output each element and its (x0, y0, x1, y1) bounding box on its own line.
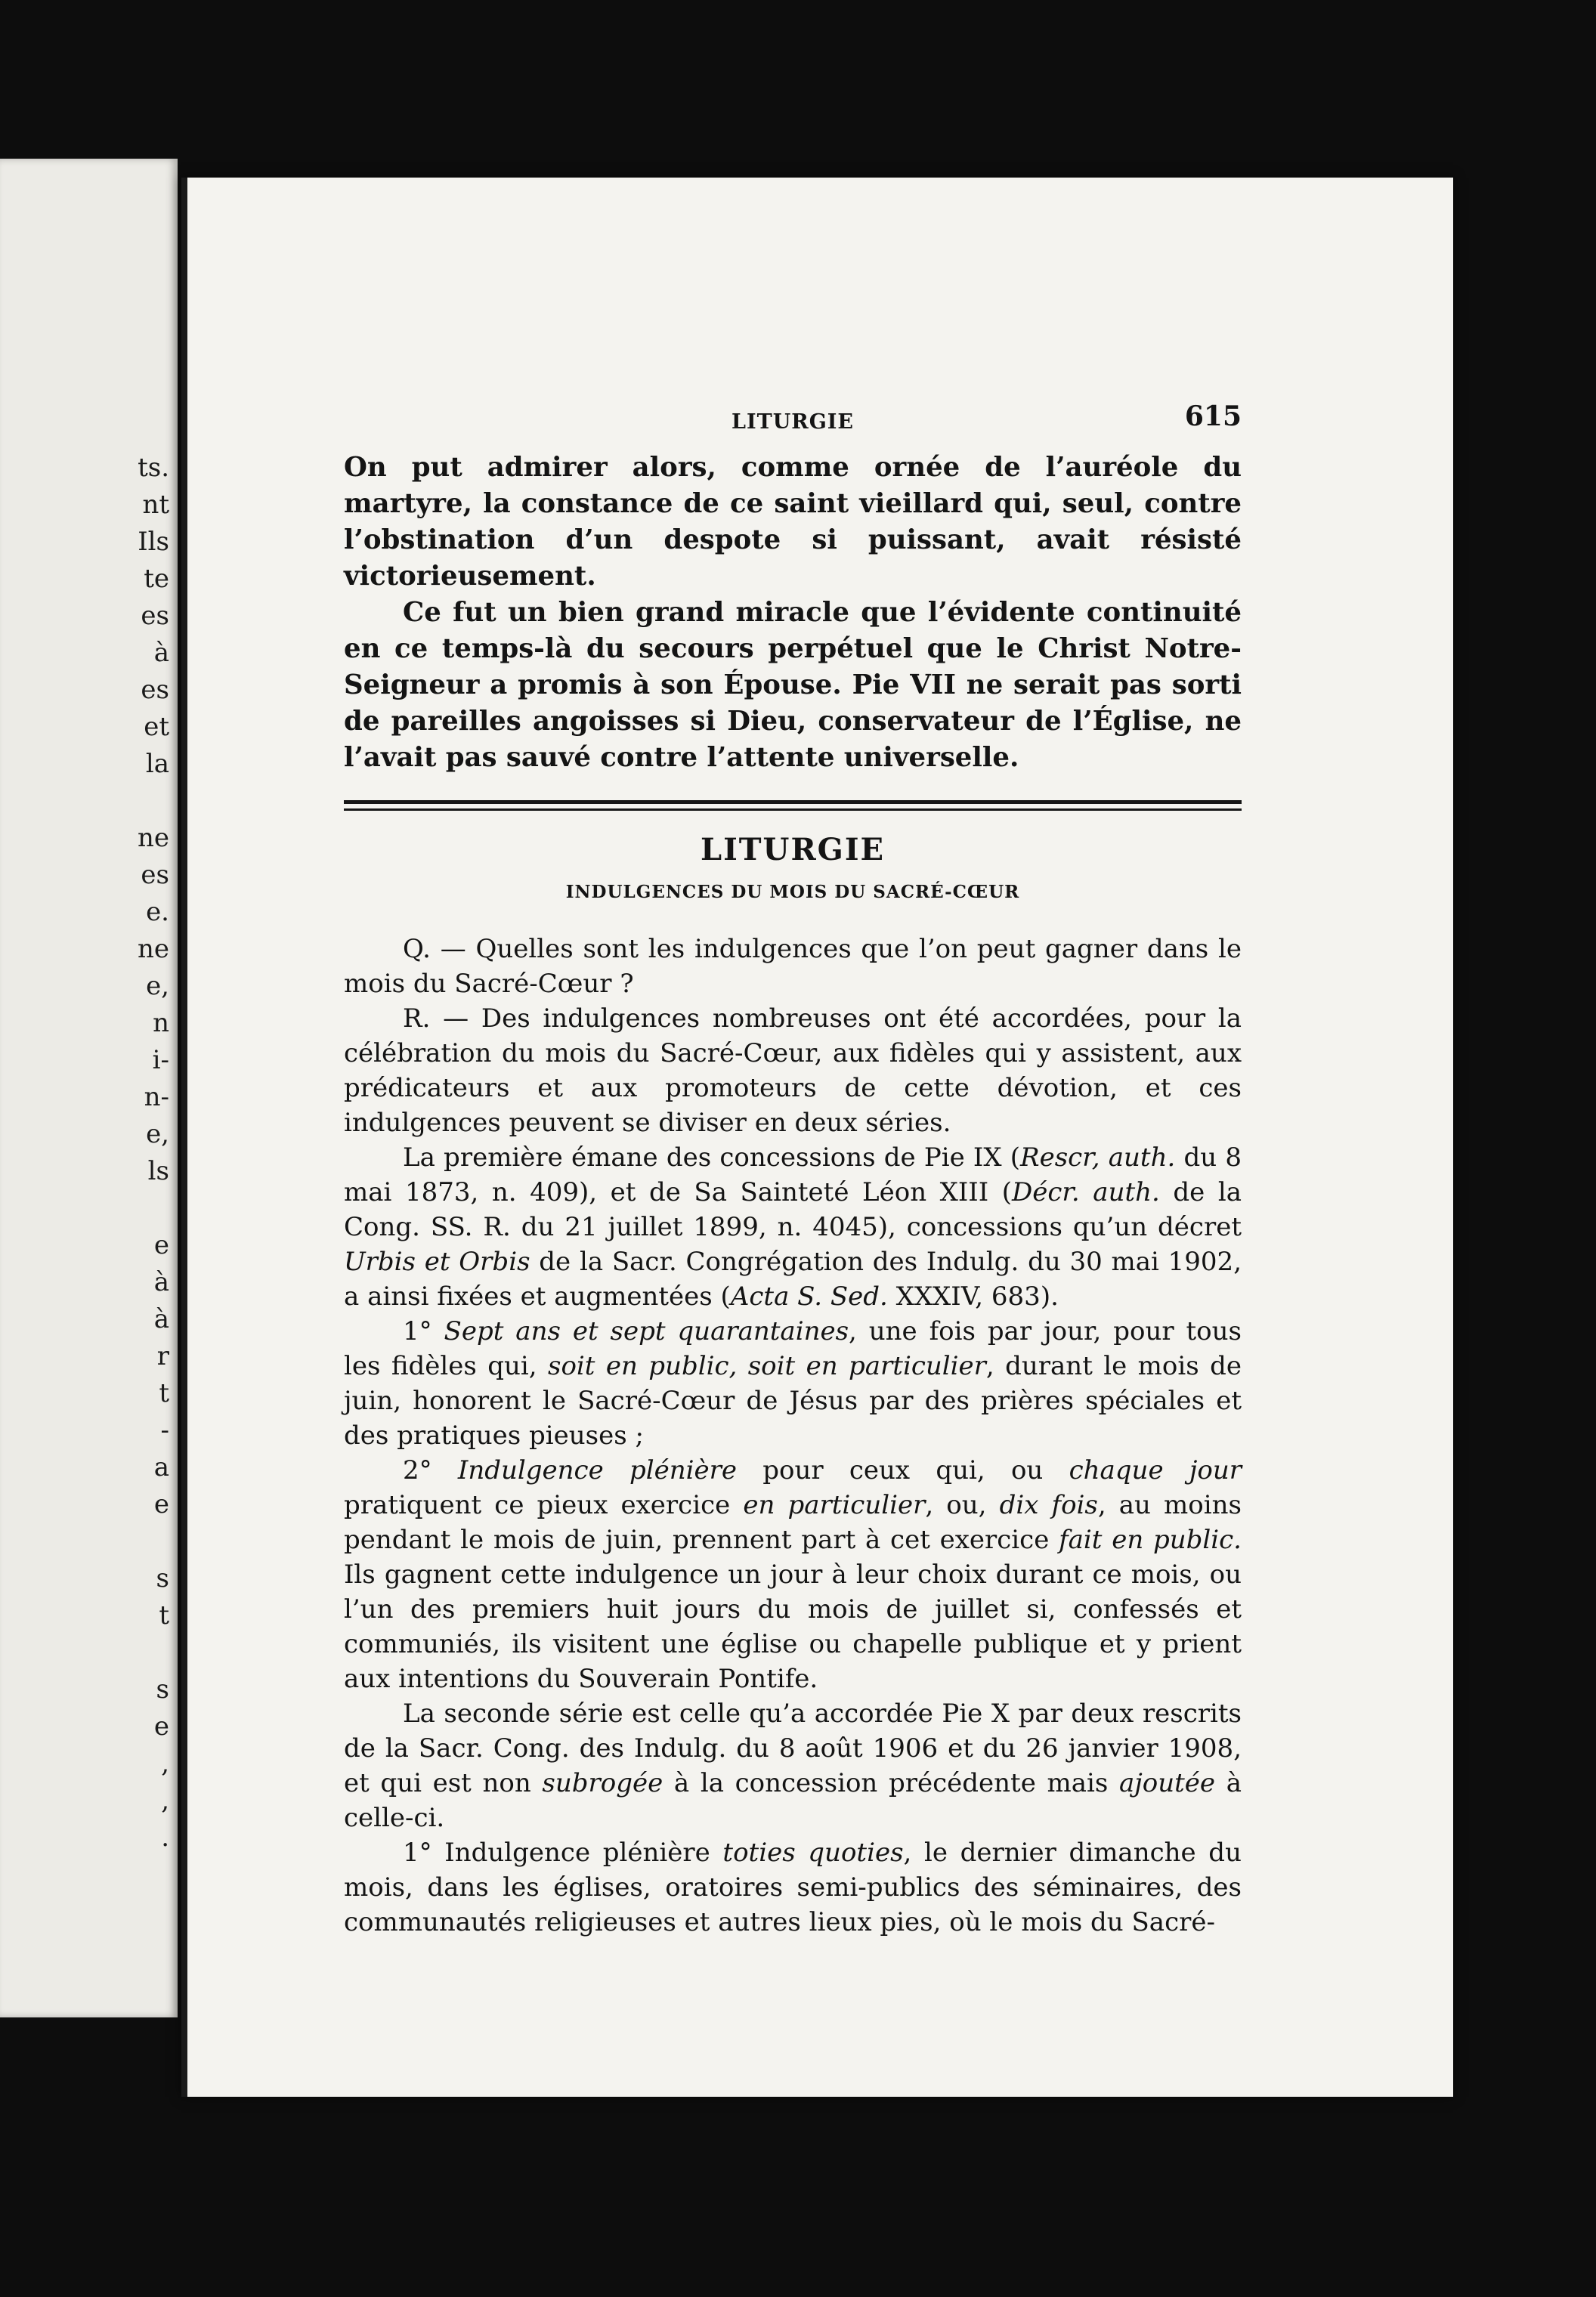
facing-page-fragment: r (156, 1341, 169, 1371)
facing-page-fragment: es (141, 675, 169, 705)
text-run: 1° (403, 1316, 444, 1346)
facing-page-fragment: e (153, 1711, 169, 1742)
italic-citation: Acta S. Sed. (730, 1281, 888, 1312)
question-paragraph: Q. — Quelles sont les indulgences que l’on peut gagner dans le mois du Sacré-Cœur ? (344, 934, 1242, 999)
italic-text: Sept ans et sept quarantaines (444, 1316, 849, 1346)
text-run: , une fois par jour, pour tous les fidèles qui, (344, 1316, 1242, 1381)
text-run: pratiquent ce pieux exercice (344, 1490, 744, 1520)
facing-page-text-fragments (0, 450, 174, 1856)
italic-text: Indulgence plénière (457, 1455, 737, 1485)
rule-thin (344, 808, 1242, 811)
section-title: LITURGIE (700, 832, 886, 867)
facing-page-fragment: a (153, 1452, 169, 1482)
page-number: 615 (1184, 400, 1242, 432)
facing-page-fragment: . (161, 1822, 169, 1853)
italic-citation: Rescr, auth. (1020, 1142, 1176, 1173)
facing-page-fragment: - (160, 1415, 169, 1445)
facing-page-fragment: s (156, 1563, 169, 1594)
text-run: , au moins pendant le mois de juin, prennent part à cet exercice (344, 1490, 1242, 1555)
italic-citation: Décr. auth. (1011, 1177, 1160, 1207)
text-run: , durant le mois de juin, honorent le Sacré-Cœur de Jésus par des prières spéciales et des pratiques pieuses ; (344, 1351, 1242, 1451)
running-title: LITURGIE (732, 410, 854, 434)
text-run: de la Cong. SS. R. du 21 juillet 1899, n. 4045), concessions qu’un décret (344, 1177, 1242, 1242)
text-run: XXXIV, 683). (887, 1281, 1059, 1312)
facing-page-fragment: , (161, 1748, 169, 1779)
facing-page-fragment: e (153, 1489, 169, 1519)
facing-page-fragment: e (153, 1230, 169, 1260)
answer-paragraph: R. — Des indulgences nombreuses ont été accordées, pour la célébration du mois du Sacré-Cœur, aux fidèles qui y assistent, aux prédicateurs et aux promoteurs de cette dévotion, et ces indulgences peuvent se diviser en deux séries. (344, 1003, 1242, 1138)
facing-page-fragment: et (144, 712, 169, 742)
section-subtitle: INDULGENCES DU MOIS DU SACRÉ-CŒUR (565, 882, 1020, 902)
item-2-paragraph (344, 1453, 1242, 1696)
facing-page-left (0, 159, 178, 2017)
second-series-paragraph (344, 1696, 1242, 1835)
facing-page-fragment: i- (152, 1045, 169, 1075)
italic-text: soit en public, soit en particulier (548, 1351, 986, 1381)
facing-page-fragment: la (145, 749, 169, 779)
facing-page-fragment (0, 1634, 174, 1671)
facing-page-fragment: Ils (138, 527, 169, 557)
facing-page-fragment: à (153, 638, 169, 668)
text-run: pour ceux qui, ou (736, 1455, 1069, 1485)
article-body (344, 932, 1242, 1940)
italic-text: subrogée (542, 1768, 663, 1798)
facing-page-fragment: ne (137, 823, 169, 853)
italic-text: fait en public. (1059, 1525, 1242, 1555)
running-head (344, 400, 1242, 450)
italic-text: toties quoties (722, 1838, 904, 1868)
book-page (181, 178, 1453, 2097)
text-run: à celle-ci. (344, 1768, 1242, 1833)
italic-text: chaque jour (1069, 1455, 1242, 1485)
text-run: La première émane des concessions de Pie IX ( (403, 1142, 1021, 1173)
italic-text: dix fois (999, 1490, 1098, 1520)
text-run: 1° Indulgence plénière (403, 1838, 723, 1868)
page-text-block (344, 400, 1242, 1940)
facing-page-fragment: , (161, 1785, 169, 1816)
facing-page-fragment: ne (137, 934, 169, 964)
facing-page-fragment: nt (142, 490, 169, 520)
facing-page-fragment: s (156, 1674, 169, 1705)
paragraph-miracle: Ce fut un bien grand miracle que l’évidente continuité en ce temps-là du secours perpétuel que le Christ Notre-Seigneur a promis à son Épouse. Pie VII ne serait pas sorti de pareilles angoisses si Dieu, conservateur de l’Église, ne l’avait pas sauvé contre l’attente universelle. (344, 597, 1242, 773)
item-1-paragraph (344, 1314, 1242, 1453)
facing-page-fragment: e. (146, 897, 169, 927)
text-run: Ils gagnent cette indulgence un jour à leur choix durant ce mois, ou l’un des premiers huit jours du mois de juillet si, confessés et communiés, ils visitent une église ou chapelle publique et y prient aux intentions du Souverain Pontife. (344, 1560, 1242, 1694)
text-run: , ou, (925, 1490, 1000, 1520)
facing-page-fragment: à (153, 1304, 169, 1334)
facing-page-fragment: t (159, 1378, 169, 1408)
text-run: , le dernier dimanche du mois, dans les églises, oratoires semi-publics des séminaires, des communautés religieuses et autres lieux pies, où le mois du Sacré- (344, 1838, 1242, 1937)
paragraph-martyre: On put admirer alors, comme ornée de l’auréole du martyre, la constance de ce saint vieillard qui, seul, contre l’obstination d’un despote si puissant, avait résisté victorieusement. (344, 452, 1242, 592)
facing-page-fragment (0, 1190, 174, 1227)
facing-page-fragment: à (153, 1267, 169, 1297)
text-run: du 8 mai 1873, n. 409), et de Sa Sainteté Léon XIII ( (344, 1142, 1242, 1207)
facing-page-fragment (0, 1523, 174, 1560)
text-run: La seconde série est celle qu’a accordée Pie X par deux rescrits de la Sacr. Cong. des Indulg. du 8 août 1906 et du 26 janvier 1908, et qui est non (344, 1699, 1242, 1798)
italic-citation: Urbis et Orbis (344, 1247, 530, 1277)
italic-text: ajoutée (1118, 1768, 1216, 1798)
rule-thick (344, 800, 1242, 804)
facing-page-fragment: es (141, 860, 169, 890)
facing-page-fragment: es (141, 601, 169, 631)
facing-page-fragment: te (144, 564, 169, 594)
item-3-paragraph (344, 1835, 1242, 1940)
facing-page-fragment: n (153, 1008, 169, 1038)
facing-page-fragment: e, (146, 971, 169, 1001)
facing-page-fragment: n- (144, 1082, 169, 1112)
facing-page-fragment: ts. (138, 453, 169, 483)
facing-page-fragment: e, (146, 1119, 169, 1149)
facing-page-fragment: t (159, 1600, 169, 1631)
double-rule-divider (344, 800, 1242, 811)
text-run: à la concession précédente mais (663, 1768, 1119, 1798)
italic-text: en particulier (743, 1490, 926, 1520)
facing-page-fragment: ls (147, 1156, 169, 1186)
text-run: de la Sacr. Congrégation des Indulg. du 30 mai 1902, a ainsi fixées et augmentées ( (344, 1247, 1242, 1312)
facing-page-fragment (0, 783, 174, 820)
first-series-paragraph (344, 1140, 1242, 1314)
text-run: 2° (403, 1455, 458, 1485)
